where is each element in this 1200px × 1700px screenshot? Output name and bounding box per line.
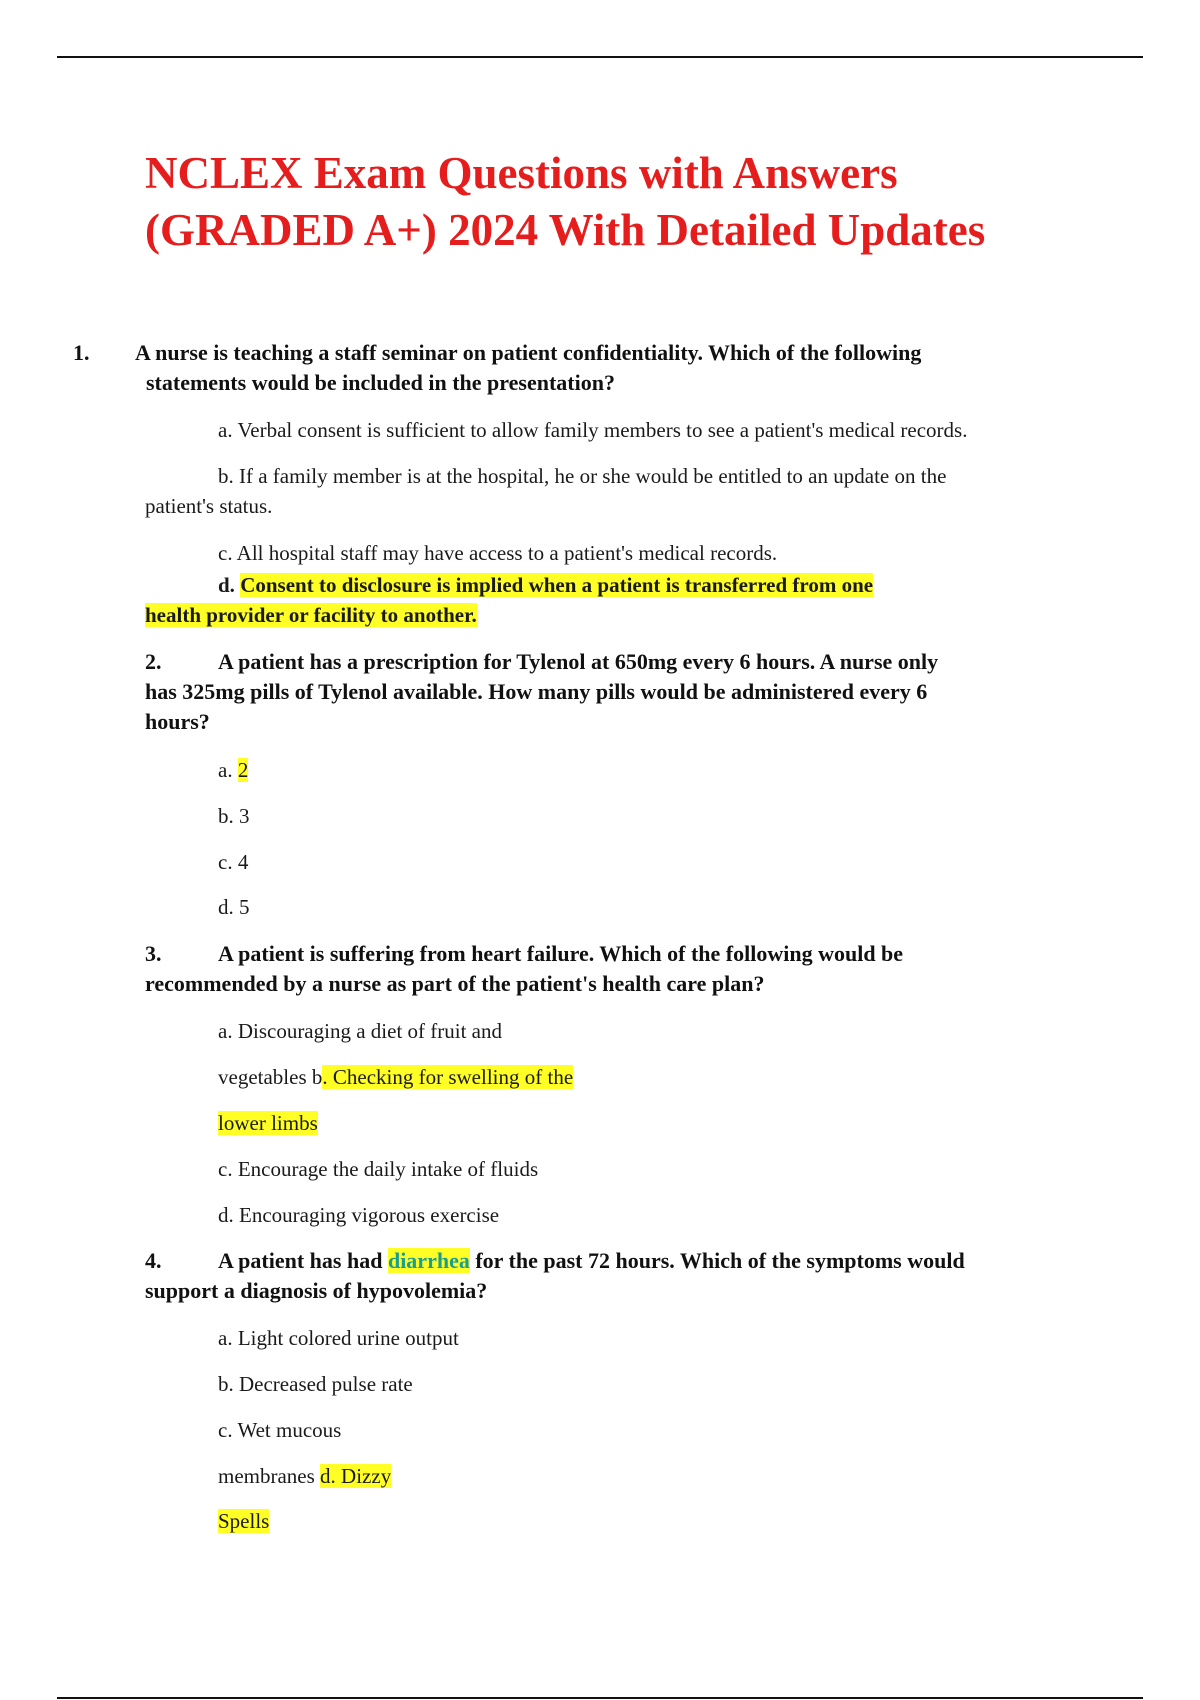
question-number: 2.	[145, 649, 162, 674]
option-d-prefix: d.	[218, 573, 235, 597]
option-b: b. 3	[218, 804, 250, 828]
question-text-line-1: A nurse is teaching a staff seminar on patient confidentiality. Which of the following	[135, 340, 922, 365]
option-a: a. Light colored urine output	[218, 1326, 459, 1350]
top-rule	[57, 56, 1143, 58]
option-d: d. 5	[218, 895, 250, 919]
question-4	[145, 1246, 1045, 1306]
option-d-answer	[145, 570, 1075, 630]
highlighted-term: diarrhea	[387, 1248, 470, 1273]
question-3	[145, 939, 1045, 999]
question-text-line-1: A patient has a prescription for Tylenol at 650mg every 6 hours. A nurse only	[218, 649, 939, 674]
question-text-line-3: hours?	[145, 709, 210, 734]
option-b-line-1: b. If a family member is at the hospital, he or she would be entitled to an update on the	[218, 464, 947, 488]
option-c: c. All hospital staff may have access to a patient's medical records.	[218, 541, 778, 565]
question-number: 4.	[145, 1248, 162, 1273]
option-a-line-2: vegetables b	[218, 1065, 323, 1089]
question-text-line-2: has 325mg pills of Tylenol available. How many pills would be administered every 6	[145, 679, 928, 704]
option-d-line	[218, 1461, 391, 1491]
question-2	[145, 647, 1045, 737]
option-c-line-2: membranes	[218, 1464, 315, 1488]
answer-highlight-line-2: Spells	[218, 1509, 270, 1533]
question-text-pre: A patient has had	[218, 1248, 383, 1273]
option-c: c. Encourage the daily intake of fluids	[218, 1157, 539, 1181]
answer-continuation	[218, 1506, 269, 1536]
answer-continuation	[218, 1108, 318, 1138]
option-a-answer	[218, 755, 248, 785]
option-b-line-2: patient's status.	[145, 494, 273, 518]
question-number: 3.	[145, 941, 162, 966]
title-line-1: NCLEX Exam Questions with Answers	[145, 148, 898, 198]
option-a-line-1: a. Discouraging a diet of fruit and	[218, 1019, 502, 1043]
answer-highlight-line-1: . Checking for swelling of the	[322, 1065, 574, 1089]
option-b	[145, 461, 1075, 521]
option-c: c. 4	[218, 850, 249, 874]
question-text-post: for the past 72 hours. Which of the symptoms would	[475, 1248, 965, 1273]
title-line-2: (GRADED A+) 2024 With Detailed Updates	[145, 205, 986, 255]
option-c-line-1: c. Wet mucous	[218, 1418, 342, 1442]
page-title	[145, 145, 1145, 259]
answer-highlight: 2	[237, 758, 249, 782]
question-text-line-2: recommended by a nurse as part of the patient's health care plan?	[145, 971, 765, 996]
answer-highlight-line-2: health provider or facility to another.	[145, 603, 477, 627]
answer-highlight-line-2: lower limbs	[218, 1111, 318, 1135]
option-b-line	[218, 1062, 573, 1092]
question-text-line-2: statements would be included in the presentation?	[146, 370, 615, 395]
option-d: d. Encouraging vigorous exercise	[218, 1203, 500, 1227]
question-text-line-2: support a diagnosis of hypovolemia?	[145, 1278, 488, 1303]
option-a-prefix: a.	[218, 758, 233, 782]
option-b: b. Decreased pulse rate	[218, 1372, 413, 1396]
question-text-line-1: A patient is suffering from heart failure. Which of the following would be	[218, 941, 904, 966]
bottom-rule	[57, 1697, 1143, 1699]
answer-highlight-line-1: Consent to disclosure is implied when a patient is transferred from one	[240, 573, 874, 597]
question-1	[73, 338, 1073, 398]
answer-highlight-line-1: d. Dizzy	[320, 1464, 392, 1488]
question-number: 1.	[73, 340, 90, 365]
option-a: a. Verbal consent is sufficient to allow family members to see a patient's medical records.	[218, 418, 968, 442]
